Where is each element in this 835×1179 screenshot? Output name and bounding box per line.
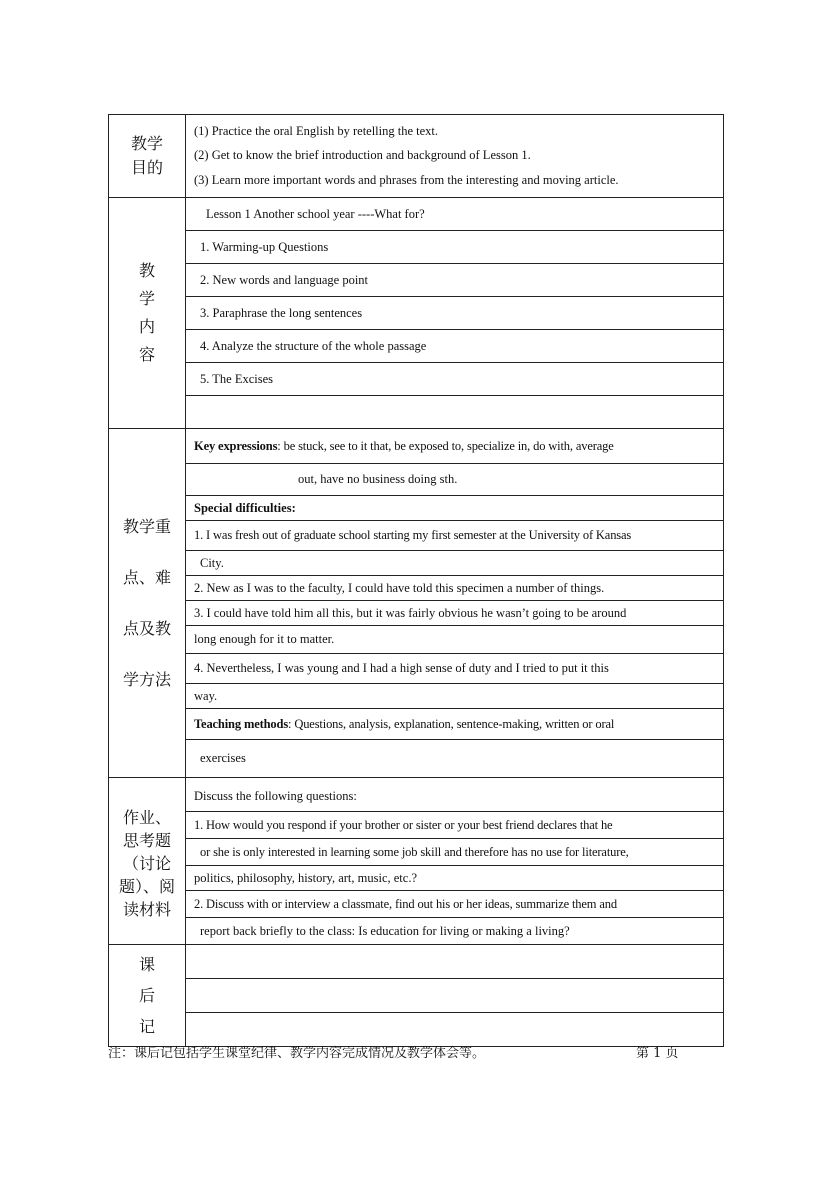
homework-line-2: or she is only interested in learning some job skill and therefore has no use for literature, — [200, 845, 629, 859]
afterword-label-char-3: 记 — [138, 1017, 155, 1036]
content-label — [109, 198, 186, 429]
afterword-row-1 — [109, 945, 724, 979]
key-row-7 — [109, 601, 724, 626]
footnote — [108, 1042, 708, 1061]
key-expressions-cont: out, have no business doing sth. — [298, 472, 458, 486]
key-label-line-1: 教学重 — [122, 517, 171, 536]
afterword-label-char-2: 后 — [138, 986, 155, 1005]
objectives-label-text: 教学目的 — [130, 134, 163, 177]
content-row-2 — [109, 264, 724, 297]
key-row-10 — [109, 684, 724, 709]
afterword-blank-2 — [186, 979, 723, 1012]
key-row-3 — [109, 496, 724, 521]
homework-row-6 — [109, 918, 724, 945]
homework-label-line-2: 思考题 — [122, 830, 171, 850]
homework-row-1 — [109, 778, 724, 812]
objectives-label — [109, 115, 186, 198]
special-heading-text: Special difficulties: — [194, 501, 296, 515]
afterword-label-text — [109, 949, 185, 1042]
key-row-8 — [109, 626, 724, 654]
homework-label — [109, 778, 186, 945]
objective-item-3: (3) Learn more important words and phrases from the interesting and moving article. — [194, 173, 619, 187]
lesson-plan-sheet — [108, 114, 722, 1047]
homework-line-5: report back briefly to the class: Is education for living or making a living? — [200, 924, 570, 938]
homework-row-2 — [109, 812, 724, 839]
teaching-methods-text: : Questions, analysis, explanation, sentence-making, written or oral — [288, 717, 615, 731]
content-item-4: 4. Analyze the structure of the whole passage — [200, 339, 427, 353]
key-row-12 — [109, 740, 724, 778]
content-label-char-1: 教 — [138, 261, 155, 280]
homework-label-line-5: 读材料 — [122, 899, 171, 919]
key-row-5 — [109, 551, 724, 576]
difficulty-line-5: long enough for it to matter. — [194, 632, 335, 646]
homework-label-line-4: 题）、阅 — [118, 876, 175, 896]
lesson-title: Lesson 1 Another school year ----What for? — [206, 207, 425, 221]
difficulty-line-2: City. — [200, 556, 224, 570]
difficulty-line-6: 4. Nevertheless, I was young and I had a high sense of duty and I tried to put it this — [194, 661, 609, 675]
objectives-content — [186, 115, 724, 198]
key-row-9 — [109, 654, 724, 684]
page-number: 第 1 页 — [636, 1046, 679, 1061]
afterword-label-char-1: 课 — [138, 955, 155, 974]
homework-row-5 — [109, 891, 724, 918]
key-expressions-line — [186, 429, 723, 463]
content-item-1: 1. Warming-up Questions — [200, 240, 329, 254]
key-points-label — [109, 429, 186, 778]
content-label-char-4: 容 — [138, 345, 155, 364]
key-row-6 — [109, 576, 724, 601]
homework-intro: Discuss the following questions: — [194, 789, 357, 803]
lesson-plan-table — [108, 114, 724, 1047]
special-difficulties-heading — [186, 496, 723, 520]
homework-line-4: 2. Discuss with or interview a classmate, find out his or her ideas, summarize them and — [194, 897, 617, 911]
objective-item-2: (2) Get to know the brief introduction and background of Lesson 1. — [194, 148, 531, 162]
key-row-11 — [109, 709, 724, 740]
homework-label-text — [109, 802, 185, 921]
key-expressions-heading: Key expressions — [194, 439, 278, 453]
key-row-1 — [109, 429, 724, 464]
homework-label-line-3: （讨论 — [122, 853, 171, 873]
content-row-3 — [109, 297, 724, 330]
teaching-methods-line — [186, 709, 723, 739]
content-row-blank — [109, 396, 724, 429]
key-label-line-3: 点及教 — [122, 619, 171, 638]
key-points-label-text — [109, 501, 185, 705]
homework-row-3 — [109, 839, 724, 866]
key-expressions-cell — [186, 429, 724, 464]
content-item-5: 5. The Excises — [200, 372, 274, 386]
content-label-char-3: 内 — [138, 317, 155, 336]
difficulty-line-1: 1. I was fresh out of graduate school starting my first semester at the University of Kansas — [194, 528, 632, 542]
content-row-5 — [109, 363, 724, 396]
afterword-blank-1 — [186, 945, 723, 978]
homework-row-4 — [109, 866, 724, 891]
homework-label-line-1: 作业、 — [122, 807, 171, 827]
teaching-methods-cont: exercises — [200, 751, 246, 765]
difficulty-line-7: way. — [194, 689, 218, 703]
content-row-title — [109, 198, 724, 231]
teaching-methods-heading: Teaching methods — [194, 717, 289, 731]
content-item-2: 2. New words and language point — [200, 273, 369, 287]
afterword-row-2 — [109, 979, 724, 1013]
key-label-line-4: 学方法 — [122, 670, 171, 689]
key-row-2 — [109, 464, 724, 496]
content-row-1 — [109, 231, 724, 264]
objectives-row — [109, 115, 724, 198]
key-expressions-text: : be stuck, see to it that, be exposed to, specialize in, do with, average — [277, 439, 614, 453]
difficulty-line-4: 3. I could have told him all this, but it was fairly obvious he wasn’t going to be around — [194, 606, 627, 620]
key-label-line-2: 点、难 — [122, 568, 171, 587]
content-item-3: 3. Paraphrase the long sentences — [200, 306, 363, 320]
content-row-4 — [109, 330, 724, 363]
homework-line-3: politics, philosophy, history, art, music, etc.? — [194, 871, 417, 885]
content-blank — [186, 396, 723, 428]
homework-line-1: 1. How would you respond if your brother or sister or your best friend declares that he — [194, 818, 613, 832]
afterword-label — [109, 945, 186, 1047]
content-label-char-2: 学 — [138, 289, 155, 308]
content-title-cell — [186, 198, 724, 231]
footnote-text: 注：课后记包括学生课堂纪律、教学内容完成情况及教学体会等。 — [108, 1046, 486, 1061]
difficulty-line-3: 2. New as I was to the faculty, I could have told this specimen a number of things. — [194, 581, 605, 595]
key-row-4 — [109, 521, 724, 551]
objective-item-1: (1) Practice the oral English by retelling the text. — [194, 124, 439, 138]
